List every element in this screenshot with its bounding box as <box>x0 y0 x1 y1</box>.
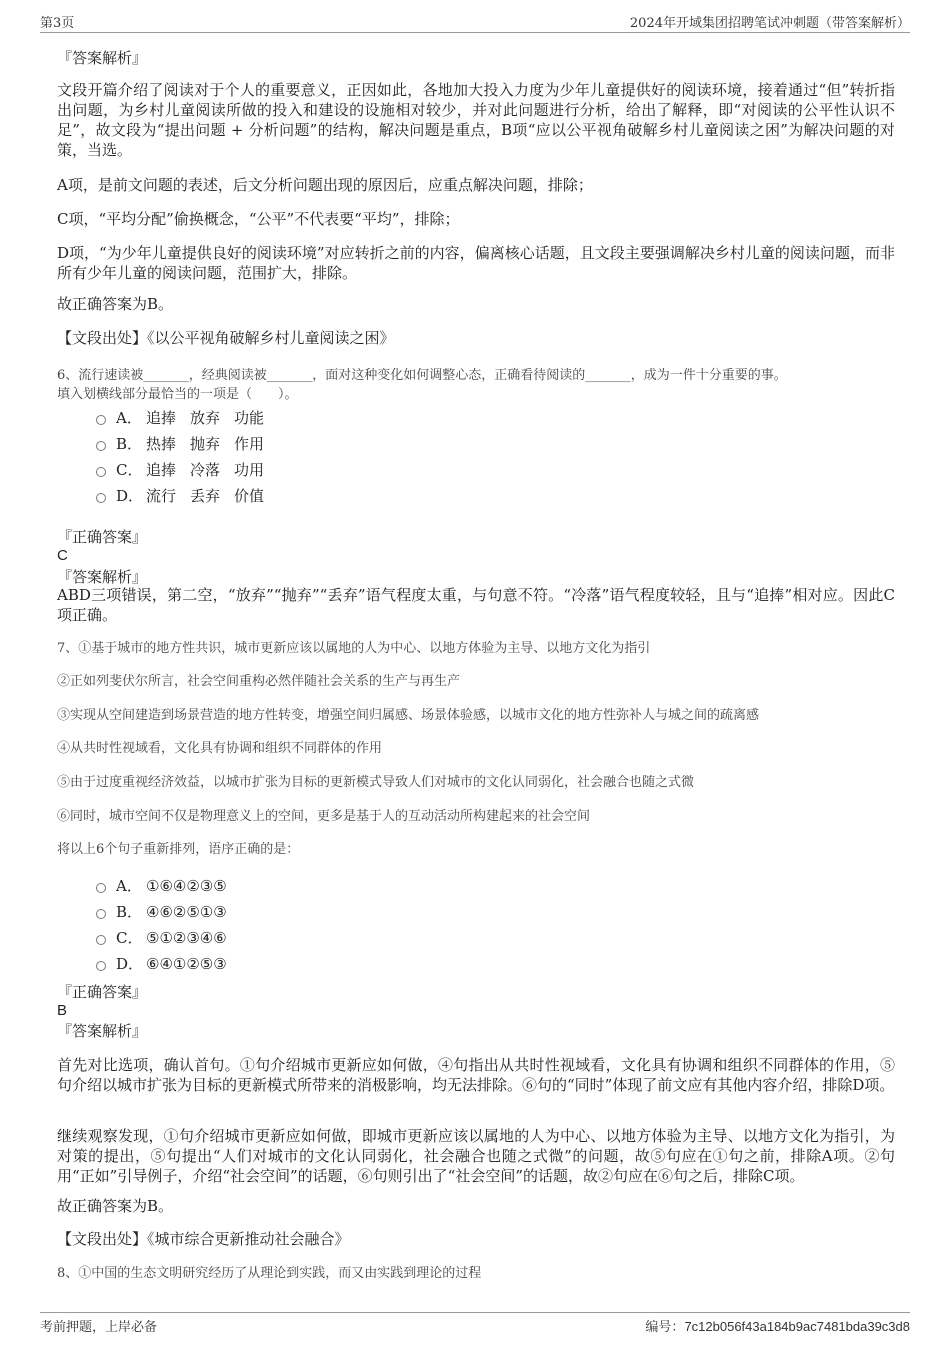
question-7-prompt: 将以上6个句子重新排列，语序正确的是： <box>57 842 300 857</box>
correct-answer: C <box>57 547 68 564</box>
radio-button[interactable] <box>96 909 106 919</box>
analysis-option-a: A项，是前文问题的表述，后文分析问题出现的原因后，应重点解决问题，排除； <box>57 176 593 194</box>
conclusion: 故正确答案为B。 <box>57 1197 174 1215</box>
answer-label: 『正确答案』 <box>57 528 148 546</box>
document-title: 2024年开域集团招聘笔试冲刺题（带答案解析） <box>629 16 910 31</box>
answer-label: 『正确答案』 <box>57 983 148 1001</box>
question-8-stem: 8、①中国的生态文明研究经历了从理论到实践，而又由实践到理论的过程 <box>57 1266 482 1281</box>
analysis-paragraph-2: 继续观察发现，①句介绍城市更新应如何做，即城市更新应该以属地的人为中心、以地方体验为主导、以地方文化为指引，为对策的提出，⑤句提出“人们对城市的文化认同弱化，社会融合也随之式微”的问题，故⑤句应在①句之前，排除A项。②句用“正如”引导例子，介绍“社会空间”的话题，⑥句则引出了“社会空间”的话题，故②句应在⑥句之后，排除C项。 <box>57 1127 895 1185</box>
analysis-option-c: C项，“平均分配”偷换概念，“公平”不代表要“平均”，排除； <box>57 210 460 228</box>
analysis-label: 『答案解析』 <box>57 568 148 586</box>
radio-button[interactable] <box>96 467 106 477</box>
analysis-paragraph: ABD三项错误，第二空，“放弃”“抛弃”“丢弃”语气程度太重，与句意不符。“冷落”语气程度较轻，且与“追捧”相对应。因此C项正确。 <box>57 586 895 624</box>
page-number: 第3页 <box>40 16 75 31</box>
question-7-sentence-1: 7、①基于城市的地方性共识，城市更新应该以属地的人为中心、以地方体验为主导、以地方文化为指引 <box>57 641 651 656</box>
question-7-sentence-3: ③实现从空间建造到场景营造的地方性转变，增强空间归属感、场景体验感，以城市文化的地方性弥补人与城之间的疏离感 <box>57 708 760 723</box>
radio-button[interactable] <box>96 441 106 451</box>
page-header <box>40 12 910 33</box>
correct-answer: B <box>57 1002 68 1019</box>
question-7-sentence-4: ④从共时性视域看，文化具有协调和组织不同群体的作用 <box>57 741 383 756</box>
analysis-label: 『答案解析』 <box>57 1022 148 1040</box>
footer-slogan: 考前押题，上岸必备 <box>40 1320 158 1335</box>
question-7-option-d[interactable]: D． ⑥④①②⑤③ <box>96 954 227 974</box>
question-7-option-c[interactable]: C． ⑤①②③④⑥ <box>96 928 227 948</box>
analysis-option-d: D项，“为少年儿童提供良好的阅读环境”对应转折之前的内容，偏离核心话题，且文段主要强调解决乡村儿童的阅读问题，而非所有少年儿童的阅读问题，范围扩大，排除。 <box>57 244 895 282</box>
source: 【文段出处】《城市综合更新推动社会融合》 <box>57 1230 350 1248</box>
radio-button[interactable] <box>96 961 106 971</box>
analysis-paragraph-1: 首先对比选项，确认首句。①句介绍城市更新应如何做，④句指出从共时性视域看，文化具有协调和组织不同群体的作用，⑤句介绍以城市扩张为目标的更新模式所带来的消极影响，均无法排除。⑥句的“同时”体现了前文应有其他内容介绍，排除D项。 <box>57 1056 895 1094</box>
radio-button[interactable] <box>96 935 106 945</box>
question-7-option-a[interactable]: A． ①⑥④②③⑤ <box>96 876 227 896</box>
question-7-sentence-2: ②正如列斐伏尔所言，社会空间重构必然伴随社会关系的生产与再生产 <box>57 674 461 689</box>
document-code: 编号：7c12b056f43a184b9ac7481bda39c3d8 <box>645 1319 910 1335</box>
question-6-stem: 6、流行速读被_______，经典阅读被_______，面对这种变化如何调整心态，正确看待阅读的_______，成为一件十分重要的事。 <box>57 368 787 383</box>
page-footer <box>40 1312 910 1335</box>
question-7-sentence-5: ⑤由于过度重视经济效益，以城市扩张为目标的更新模式导致人们对城市的文化认同弱化，社会融合也随之式微 <box>57 775 695 790</box>
question-7-option-b[interactable]: B． ④⑥②⑤①③ <box>96 902 227 922</box>
radio-button[interactable] <box>96 883 106 893</box>
question-6-option-a[interactable]: A． 追捧 放弃 功能 <box>96 408 278 428</box>
radio-button[interactable] <box>96 493 106 503</box>
question-6-option-d[interactable]: D． 流行 丢弃 价值 <box>96 486 278 506</box>
radio-button[interactable] <box>96 415 106 425</box>
question-6-option-b[interactable]: B． 热捧 抛弃 作用 <box>96 434 278 454</box>
analysis-label: 『答案解析』 <box>57 49 148 67</box>
source: 【文段出处】《以公平视角破解乡村儿童阅读之困》 <box>57 329 395 347</box>
question-6-prompt: 填入划横线部分最恰当的一项是（ ）。 <box>57 387 298 402</box>
question-6-option-c[interactable]: C． 追捧 冷落 功用 <box>96 460 278 480</box>
conclusion: 故正确答案为B。 <box>57 295 174 313</box>
question-7-sentence-6: ⑥同时，城市空间不仅是物理意义上的空间，更多是基于人的互动活动所构建起来的社会空间 <box>57 809 591 824</box>
analysis-paragraph: 文段开篇介绍了阅读对于个人的重要意义，正因如此，各地加大投入力度为少年儿童提供好的阅读环境，接着通过“但”转折指出问题，为乡村儿童阅读所做的投入和建设的设施相对较少，并对此问题进行分析，给出了解释，即“对阅读的公平性认识不足”，故文段为“提出问题 + 分析问题”的结构，解决问题是重点，B项“应以公平视角破解乡村儿童阅读之困”为解决问题的对策，当选。 <box>57 81 895 159</box>
